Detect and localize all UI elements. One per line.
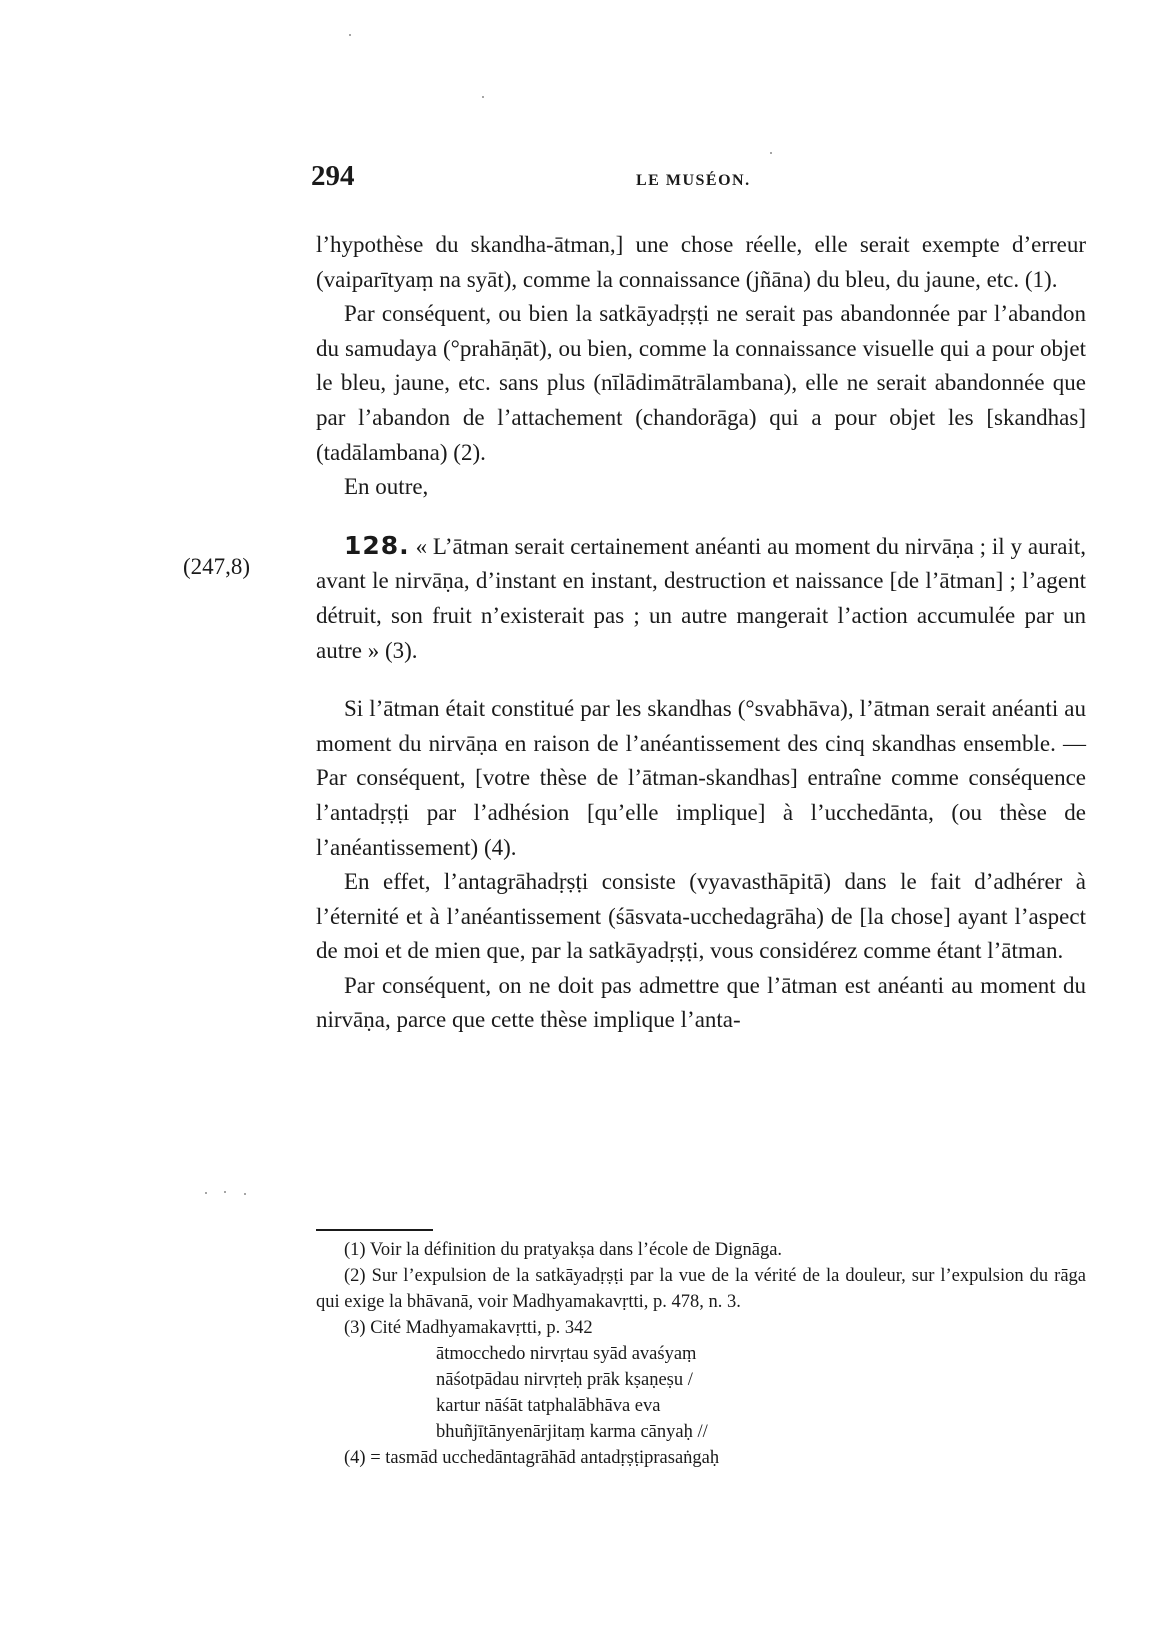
paragraph: En outre,	[344, 474, 429, 500]
paragraph: Par conséquent, on ne doit pas admettre que l’ātman est anéanti au moment du nirvāṇa, parce que cette thèse implique l’anta-	[316, 972, 1086, 1033]
speck	[349, 34, 351, 36]
footnote-3: (3) Cité Madhyamakavṛtti, p. 342	[344, 1318, 593, 1338]
footnote-rule	[316, 1229, 433, 1231]
footnote-2: (2) Sur l’expulsion de la satkāyadṛṣṭi par la vue de la vérité de la douleur, sur l’expulsion du rāga qui exige la bhāvanā, voir Madhyamakavṛtti, p. 478, n. 3.	[316, 1266, 1086, 1312]
verse-line: nāśotpādau nirvṛteḥ prāk kṣaṇeṣu /	[436, 1370, 693, 1390]
footnote-4: (4) = tasmād ucchedāntagrāhād antadṛṣṭiprasaṅgaḥ	[344, 1448, 720, 1468]
speck	[482, 96, 484, 98]
page-number: 294	[311, 160, 355, 192]
speck	[224, 1191, 226, 1193]
margin-reference: (247,8)	[183, 554, 251, 579]
speck	[205, 1192, 207, 1194]
footnotes	[316, 1237, 1086, 1471]
speck	[244, 1193, 246, 1195]
page-header	[311, 160, 1111, 204]
main-text	[316, 228, 1086, 1038]
footnote-3-verse	[436, 1341, 1086, 1445]
paragraph: Si l’ātman était constitué par les skandhas (°svabhāva), l’ātman serait anéanti au moment du nirvāṇa en raison de l’anéantissement des cinq skandhas ensemble. — Par conséquent, [votre thèse de l’ātman-skandhas] entraîne comme conséquence l’antadṛṣṭi par l’adhésion [qu’elle implique] à l’ucchedānta, (ou thèse de l’anéantissement) (4).	[316, 696, 1086, 860]
speck	[770, 152, 772, 154]
paragraph: l’hypothèse du skandha-ātman,] une chose réelle, elle serait exempte d’erreur (vaiparītyaṃ na syāt), comme la connaissance (jñāna) du bleu, du jaune, etc. (1).	[316, 232, 1086, 292]
verse-number: 128.	[344, 530, 410, 560]
verse-paragraph	[316, 529, 1086, 668]
verse-line: kartur nāśāt tatphalābhāva eva	[436, 1396, 661, 1416]
verse-line: ātmocchedo nirvṛtau syād avaśyaṃ	[436, 1344, 697, 1364]
paragraph: Par conséquent, ou bien la satkāyadṛṣṭi ne serait pas abandonnée par l’abandon du samudaya (°prahāṇāt), ou bien, comme la connaissance visuelle qui a pour objet le bleu, jaune, etc. sans plus (nīlādimātrālambana), elle ne serait abandonnée que par l’abandon de l’attachement (chandorāga) qui a pour objet les [skandhas] (tadālambana) (2).	[316, 301, 1086, 465]
paragraph: En effet, l’antagrāhadṛṣṭi consiste (vyavasthāpitā) dans le fait d’adhérer à l’éternité et à l’anéantissement (śāsvata-ucchedagrāha) de [la chose] ayant l’aspect de moi et de mien que, par la satkāyadṛṣṭi, vous considérez comme étant l’ātman.	[316, 869, 1086, 964]
running-title: LE MUSÉON.	[636, 172, 751, 189]
footnote-1: (1) Voir la définition du pratyakṣa dans l’école de Dignāga.	[344, 1240, 783, 1260]
verse-line: bhuñjītānyenārjitaṃ karma cānyaḥ //	[436, 1422, 708, 1442]
verse-text: « L’ātman serait certainement anéanti au moment du nirvāṇa ; il y aurait, avant le nirvāṇa, d’instant en instant, destruction et naissance [de l’ātman] ; l’agent détruit, son fruit n’existerait pas ; un autre mangerait l’action accumulée par un autre » (3).	[316, 533, 1087, 663]
